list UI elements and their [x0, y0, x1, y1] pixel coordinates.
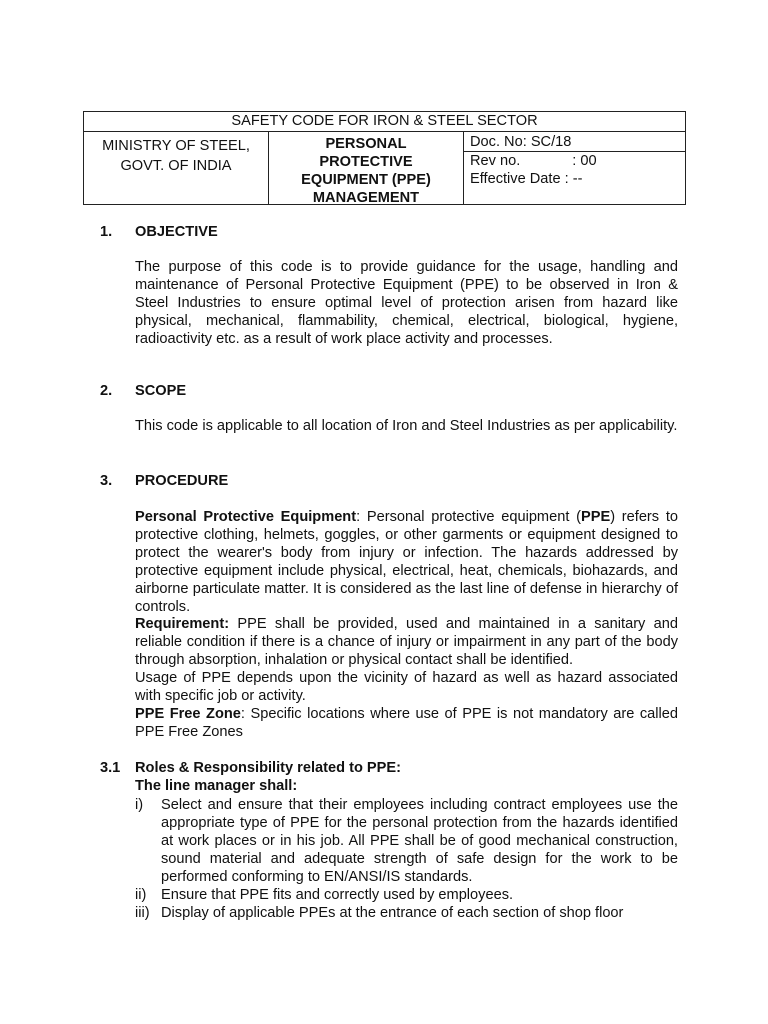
rev-label: Rev no.: [470, 153, 521, 169]
free-zone-text: : Specific locations where use of PPE is not mandatory are called PPE Free Zones: [135, 705, 678, 740]
roles-subheading: The line manager shall:: [135, 778, 298, 794]
list-item: [135, 904, 678, 922]
scope-text: This code is applicable to all location of Iron and Steel Industries as per applicability.: [135, 418, 678, 434]
objective-text: The purpose of this code is to provide guidance for the usage, handling and maintenance of Personal Protective Equipment (PPE) to be observed in Iron & Steel Industries to ensure optimal level of protection arisen from hazard like physical, mechanical, flammability, chemical, electrical, biological, hygiene, radioactivity etc. as a result of work place activity and processes.: [135, 259, 678, 347]
scope-paragraph: [135, 418, 678, 436]
doc-number: Doc. No: SC/18: [464, 132, 685, 152]
subject-line: EQUIPMENT (PPE): [301, 172, 431, 188]
requirement-paragraph: [135, 616, 678, 670]
subject-line: MANAGEMENT: [312, 190, 420, 206]
subject-cell: [269, 132, 464, 204]
section-title: Roles & Responsibility related to PPE:: [135, 760, 401, 776]
subject-line: PERSONAL: [325, 136, 407, 152]
ministry-line-1: MINISTRY OF STEEL,: [102, 138, 250, 154]
header-table: [83, 111, 686, 205]
list-item-text: Display of applicable PPEs at the entrance of each section of shop floor: [161, 905, 624, 921]
ppe-def-part-1: : Personal protective equipment (: [356, 509, 581, 525]
section-number: 2.: [100, 383, 113, 399]
section-heading-objective: [100, 224, 218, 240]
ministry-cell: [84, 132, 269, 204]
ppe-abbr: PPE: [580, 509, 611, 525]
section-heading-procedure: [100, 473, 228, 489]
procedure-body: [135, 509, 678, 742]
list-item: [135, 796, 678, 886]
requirement-text: PPE shall be provided, used and maintained in a sanitary and reliable condition if there is a chance of injury or impairment in any part of the body through absorption, inhalation or physical contact shall be identified.: [135, 616, 678, 669]
effective-date: Effective Date : --: [470, 171, 583, 187]
section-title: SCOPE: [135, 383, 187, 399]
ppe-def-part-2: ) refers to protective clothing, helmets, goggles, or other garments or equipment designed to protect the wearer's body from injury or infection. The hazards addressed by protective equipment include physical, electrical, heat, chemicals, biohazards, and airborne particulate matter. It is considered as the last line of defense in hierarchy of controls.: [135, 509, 678, 615]
section-heading-roles: [100, 760, 401, 776]
list-item: [135, 886, 678, 904]
revision-cell: [464, 152, 685, 204]
requirement-term: Requirement:: [135, 616, 230, 633]
section-number: 3.1: [100, 760, 121, 776]
list-item-text: Ensure that PPE fits and correctly used by employees.: [161, 887, 514, 903]
list-marker: iii): [135, 905, 150, 921]
list-item-text: Select and ensure that their employees including contract employees use the appropriate type of PPE for the personal protection from the hazards identified at work places or in his job. All PPE shall be of good mechanical construction, sound material and adequate strength of safe design for the work to be performed conforming to EN/ANSI/IS standards.: [161, 797, 678, 885]
free-zone-paragraph: [135, 706, 678, 742]
subject-line: PROTECTIVE: [319, 154, 413, 170]
objective-paragraph: [135, 259, 678, 349]
usage-paragraph: Usage of PPE depends upon the vicinity of hazard as well as hazard associated with specific job or activity.: [135, 670, 678, 705]
revision-line: [470, 152, 685, 170]
list-marker: ii): [135, 887, 147, 903]
section-number: 1.: [100, 224, 113, 240]
ppe-definition: [135, 509, 678, 616]
free-zone-term: PPE Free Zone: [135, 705, 241, 722]
ministry-line-2: GOVT. OF INDIA: [120, 158, 232, 174]
section-title: OBJECTIVE: [135, 224, 218, 240]
section-number: 3.: [100, 473, 113, 489]
section-heading-scope: [100, 383, 186, 399]
list-marker: i): [135, 797, 144, 813]
roles-list: [135, 796, 678, 922]
section-title: PROCEDURE: [135, 473, 229, 489]
ppe-term: Personal Protective Equipment: [135, 509, 357, 525]
header-title: SAFETY CODE FOR IRON & STEEL SECTOR: [84, 112, 685, 132]
rev-value: : 00: [572, 153, 597, 169]
